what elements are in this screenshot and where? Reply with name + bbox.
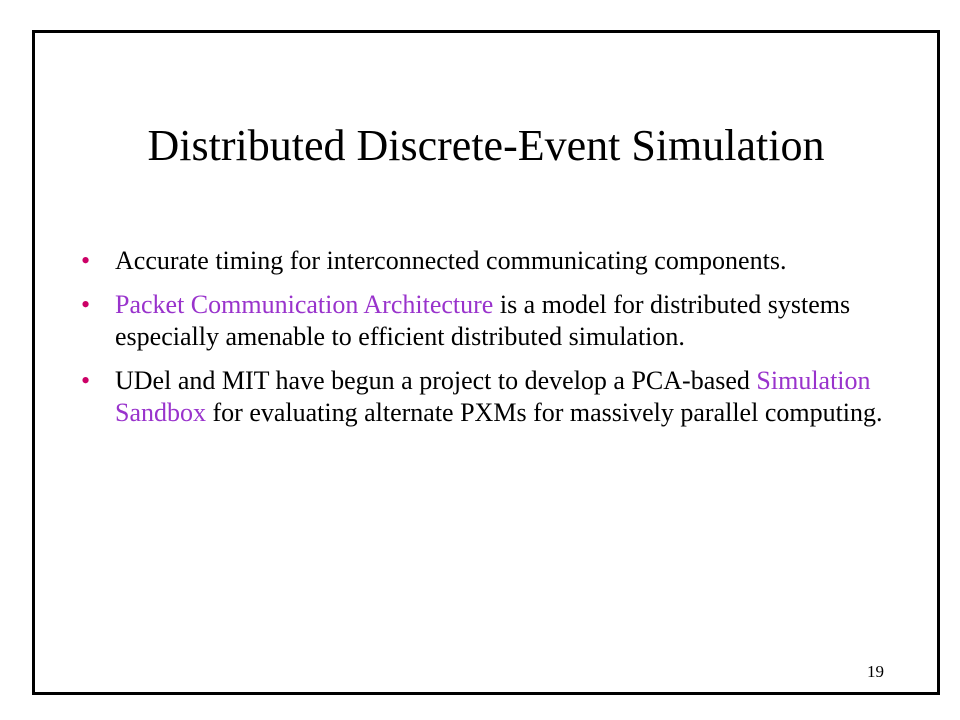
slide-title: Distributed Discrete-Event Simulation <box>147 121 825 170</box>
bullet-text: is a model for distributed systems especially amenable to efficient distributed simulation. <box>115 290 851 351</box>
bullet-marker: • <box>81 246 91 275</box>
bullet-text-before: UDel and MIT have begun a project to develop a PCA-based <box>115 366 757 395</box>
bullet-text-after: for evaluating alternate PXMs for massively parallel computing. <box>206 398 883 427</box>
bullet-marker: • <box>81 366 91 395</box>
bullet-marker: • <box>81 290 91 319</box>
bullet-item-project <box>81 365 901 429</box>
page-number: 19 <box>867 662 884 681</box>
bullet-text: Accurate timing for interconnected communicating components. <box>115 246 787 275</box>
highlight-term-simulation-sandbox: Simulation Sandbox <box>115 366 871 427</box>
bullet-list <box>81 245 901 441</box>
slide-frame <box>32 30 940 695</box>
highlight-term-pca: Packet Communication Architecture <box>115 290 494 319</box>
bullet-item-accurate-timing <box>81 245 901 277</box>
bullet-item-pca <box>81 289 901 353</box>
